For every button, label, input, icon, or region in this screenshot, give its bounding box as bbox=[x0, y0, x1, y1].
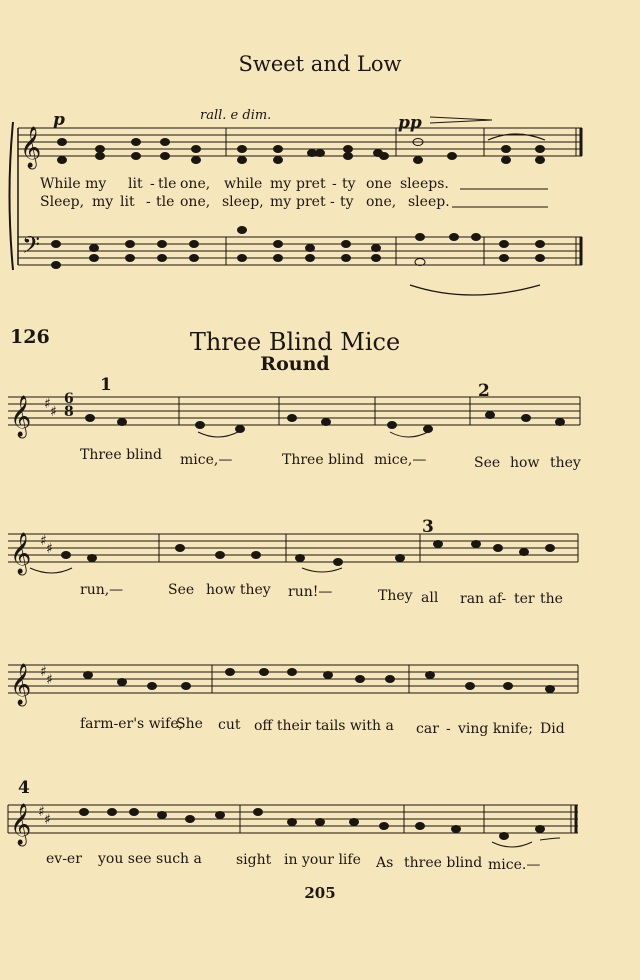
lyric-l2-0: run,— bbox=[80, 582, 124, 598]
song-title-three-blind-mice: Three Blind Mice bbox=[189, 328, 401, 356]
lyric-v2-4: tle bbox=[156, 194, 175, 210]
lyric-l1-0: Three blind bbox=[80, 447, 162, 463]
song-number: 126 bbox=[10, 326, 50, 348]
lyric-l3-1: She bbox=[176, 716, 203, 732]
lyric-l2-7: ter bbox=[514, 591, 535, 607]
bass-clef-icon: 𝄢 bbox=[22, 231, 41, 264]
lyric-l2-4: They bbox=[378, 588, 413, 604]
time-signature-top: 6 bbox=[64, 391, 74, 407]
lyric-l4-2: sight bbox=[236, 852, 272, 868]
treble-clef-icon: 𝄞 bbox=[10, 664, 32, 705]
lyric-l3-5: - bbox=[446, 721, 451, 737]
lyric-l4-0: ev-er bbox=[46, 851, 82, 867]
lyric-l1-1: mice,— bbox=[180, 452, 233, 468]
lyric-v2-1: my bbox=[92, 194, 114, 210]
lyric-v1-9: ty bbox=[342, 176, 356, 192]
lyric-v1-11: sleeps. bbox=[400, 176, 449, 192]
lyric-l1-4: See bbox=[474, 455, 501, 471]
treble-clef-icon: 𝄞 bbox=[10, 804, 32, 845]
lyric-v1-8: - bbox=[332, 176, 337, 192]
lyric-l1-2: Three blind bbox=[282, 452, 364, 468]
sharp-icon: ♯ bbox=[44, 812, 51, 828]
tempo-marking: rall. e dim. bbox=[200, 108, 272, 123]
song-subtitle: Round bbox=[260, 353, 330, 375]
lyric-l3-6: ving knife; bbox=[458, 721, 533, 737]
lyric-v2-6: sleep, bbox=[222, 194, 264, 210]
treble-clef-icon: 𝄞 bbox=[20, 127, 42, 168]
lyric-v1-10: one bbox=[366, 176, 392, 192]
round-entry-1: 1 bbox=[100, 375, 112, 395]
page-number: 205 bbox=[304, 884, 336, 902]
lyric-l4-1: you see such a bbox=[98, 851, 202, 867]
sharp-icon: ♯ bbox=[40, 664, 47, 680]
lyric-v1-2: - bbox=[150, 176, 155, 192]
round-entry-3: 3 bbox=[422, 517, 434, 537]
lyric-l1-6: they bbox=[550, 455, 581, 471]
dynamic-piano: p bbox=[53, 110, 65, 130]
lyric-v2-2: lit bbox=[120, 194, 135, 210]
lyric-v1-4: one, bbox=[180, 176, 211, 192]
lyric-l3-7: Did bbox=[540, 721, 565, 737]
lyric-v2-5: one, bbox=[180, 194, 211, 210]
time-signature-bottom: 8 bbox=[64, 404, 74, 420]
lyric-l2-6: ran af- bbox=[460, 591, 507, 607]
lyric-l4-6: mice.— bbox=[488, 857, 541, 873]
lyric-l2-8: the bbox=[540, 591, 563, 607]
lyric-v2-8: pret bbox=[296, 194, 326, 210]
lyric-l3-0: farm-er's wife, bbox=[80, 716, 184, 732]
lyric-v2-12: sleep. bbox=[408, 194, 450, 210]
lyric-v1-0: While my bbox=[40, 176, 107, 192]
lyric-l3-4: car bbox=[416, 721, 439, 737]
lyric-l2-1: See bbox=[168, 582, 195, 598]
lyric-l3-3: off their tails with a bbox=[254, 718, 394, 734]
song-title-sweet-and-low: Sweet and Low bbox=[238, 52, 402, 76]
lyric-l3-2: cut bbox=[218, 717, 241, 733]
lyric-l2-2: how they bbox=[206, 582, 271, 598]
lyric-v1-7: pret bbox=[296, 176, 326, 192]
sharp-icon: ♯ bbox=[50, 404, 57, 420]
lyric-l4-4: As bbox=[376, 855, 394, 871]
lyric-l2-5: all bbox=[421, 590, 439, 606]
sharp-icon: ♯ bbox=[40, 533, 47, 549]
lyric-v1-5: while bbox=[224, 176, 263, 192]
sharp-icon: ♯ bbox=[46, 672, 53, 688]
round-entry-4: 4 bbox=[18, 778, 30, 798]
lyric-v2-0: Sleep, bbox=[40, 194, 85, 210]
lyric-l2-3: run!— bbox=[288, 584, 333, 600]
lyric-v2-7: my bbox=[270, 194, 292, 210]
lyric-l4-5: three blind bbox=[404, 855, 483, 871]
lyric-v1-3: tle bbox=[158, 176, 177, 192]
treble-clef-icon: 𝄞 bbox=[10, 396, 32, 437]
lyric-v2-10: ty bbox=[340, 194, 354, 210]
round-entry-2: 2 bbox=[478, 381, 490, 401]
treble-clef-icon: 𝄞 bbox=[10, 533, 32, 574]
lyric-l1-5: how bbox=[510, 455, 540, 471]
sharp-icon: ♯ bbox=[46, 541, 53, 557]
dynamic-pianissimo: pp bbox=[398, 113, 422, 133]
lyric-v1-1: lit bbox=[128, 176, 143, 192]
staff-bass-song1 bbox=[18, 237, 582, 265]
lyric-v2-3: - bbox=[146, 194, 151, 210]
lyric-l1-3: mice,— bbox=[374, 452, 427, 468]
sharp-icon: ♯ bbox=[38, 804, 45, 820]
lyric-v1-6: my bbox=[270, 176, 292, 192]
lyric-l4-3: in your life bbox=[284, 852, 361, 868]
lyric-v2-11: one, bbox=[366, 194, 397, 210]
lyric-v2-9: - bbox=[330, 194, 335, 210]
sharp-icon: ♯ bbox=[44, 396, 51, 412]
